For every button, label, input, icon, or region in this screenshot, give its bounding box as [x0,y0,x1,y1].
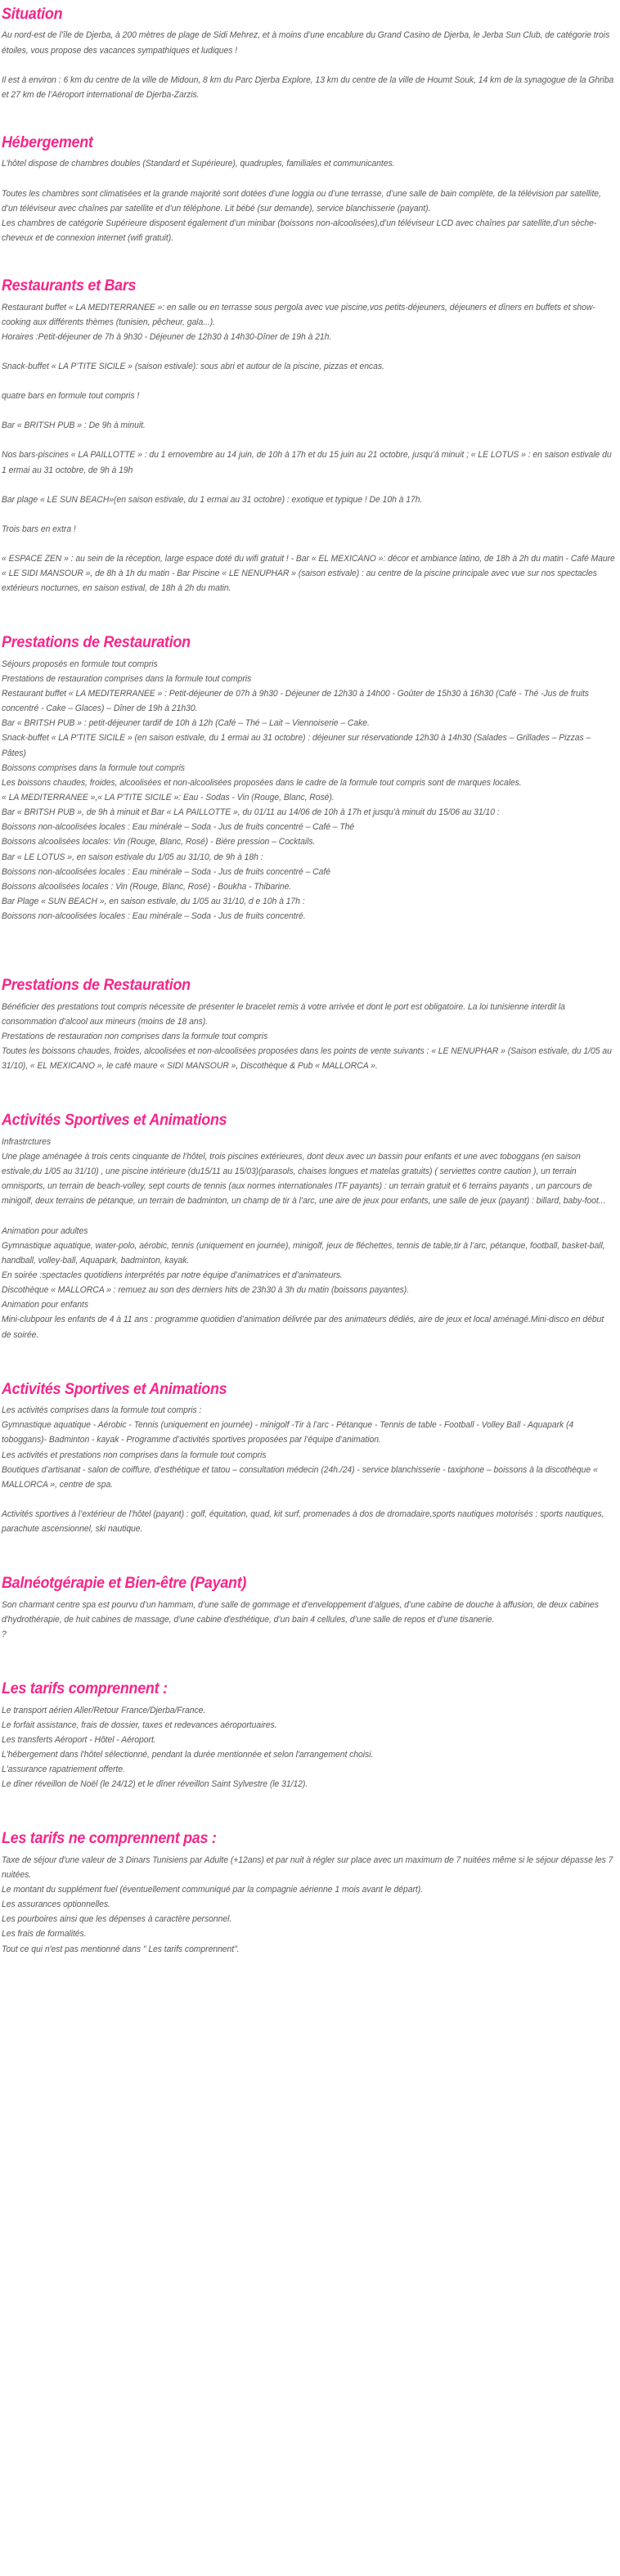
section-prestations-restauration-2 [2,976,615,1073]
paragraph: Boissons non-alcoolisées locales : Eau minérale – Soda - Jus de fruits concentré – Café – Thé [2,822,355,833]
paragraph: Trois bars en extra ! [2,524,76,534]
paragraph: Les transferts Aéroport - Hôtel - Aéroport. [2,1734,156,1745]
section-spacer [2,1805,615,1829]
section-title-balneotherapie: Balnéotgérapie et Bien-être (Payant) [2,1574,247,1593]
paragraph: Animation pour adultes [2,1225,88,1236]
paragraph: L'hébergement dans l'hôtel sélectionné, pendant la durée mentionnée et selon l'arrangement choisi. [2,1749,374,1760]
paragraph: Prestations de restauration comprises dans la formule tout compris [2,673,252,684]
section-title-activites-sportives-1: Activités Sportives et Animations [2,1111,227,1130]
paragraph: Le forfait assistance, frais de dossier, taxes et redevances aéroportuaires. [2,1720,277,1730]
paragraph: Le montant du supplément fuel (éventuellement communiqué par la compagnie aérienne 1 mois avant le départ). [2,1885,423,1895]
section-title-prestations-restauration-2: Prestations de Restauration [2,976,191,995]
paragraph: ? [2,1629,7,1639]
paragraph: Les frais de formalités. [2,1929,87,1940]
paragraph: « LA MEDITERRANEE »,« LA P'TITE SICILE »: Eau - Sodas - Vin (Rouge, Blanc, Rosé). [2,793,335,803]
paragraph: Boutiques d’artisanat - salon de coiffure, d’esthétique et tatou – consultation médecin (24h./24) - service blanchisserie - taxiphone – boissons à la discothèque « MALLORCA », centre de spa. [2,1464,598,1490]
section-spacer [2,1355,615,1380]
paragraph: Toutes les chambres sont climatisées et la grande majorité sont dotées d’une loggia ou d’une terrasse, d’une salle de bain complète, de la télévision par satellite, d’un téléviseur avec chaînes par satellite et d’un téléphone. Lit bébé (sur demande), service blanchisserie (payant). [2,188,601,214]
paragraph: « ESPACE ZEN » : au sein de la réception, large espace doté du wifi gratuit ! - Bar « EL MEXICANO »: décor et ambiance latino, de 18h à 2h du matin - Café Maure « LE SIDI MANSOUR », de 8h à 1h du matin - Bar Piscine « LE NENUPHAR » (saison estivale) : au centre de la piscine principale avec vue sur nos spectacles extérieurs nocturnes, en saison estival, de 18h à 2h du matin. [2,553,615,594]
paragraph: Mini-clubpour les enfants de 4 à 11 ans : programme quotidien d’animation délivrée par des animateurs dédiés, aire de jeux et local aménagé.Mini-disco en début de soirée. [2,1315,604,1340]
section-title-situation: Situation [2,5,63,23]
paragraph: Restaurant buffet « LA MEDITERRANEE » : Petit-déjeuner de 07h à 9h30 - Déjeuner de 12h30 à 14h00 - Goûter de 15h30 à 16h30 (Café - Thé -Jus de fruits concentré - Cake – Glaces) – Dîner de 19h à 21h30. [2,689,589,714]
section-spacer [2,1655,615,1679]
paragraph: Gymnastique aquatique - Aérobic - Tennis (uniquement en journée) - minigolf -Tir à l’arc - Pétanque - Tennis de table - Football - Volley Ball - Aquapark (4 toboggans)- Badminton - kayak - Programme d’activités sportives proposées par l’équipe d’animation. [2,1420,574,1445]
section-spacer [2,258,615,276]
section-activites-sportives-1 [2,1111,615,1342]
paragraph: Les pourboires ainsi que les dépenses à caractère personnel. [2,1914,232,1925]
section-spacer [2,1549,615,1574]
paragraph: Prestations de restauration non comprises dans la formule tout compris [2,1032,268,1042]
section-activites-sportives-2 [2,1380,615,1537]
paragraph: Bar « BRITSH PUB », de 9h à minuit et Bar « LA PAILLOTTE », du 01/11 au 14/06 de 10h à 17h et jusqu’à minuit du 15/06 au 31/10 : [2,807,500,818]
section-tarifs-ne-comprennent-pas [2,1829,615,1956]
section-spacer [2,609,615,633]
paragraph: Horaires :Petit-déjeuner de 7h à 9h30 - Déjeuner de 12h30 à 14h30-Dîner de 19h à 21h. [2,331,332,342]
paragraph: Les chambres de catégorie Supérieure disposent également d’un minibar (boissons non-alcoolisées),d’un téléviseur LCD avec chaînes par satellite,d’un sèche-cheveux et de connexion internet (wifi gratuit). [2,218,597,243]
paragraph: Snack-buffet « LA P'TITE SICILE » (en saison estivale, du 1 ermai au 31 octobre) : déjeuner sur réservationde 12h30 à 14h30 (Salades – Grillades – Pizzas – Pâtes) [2,733,591,758]
paragraph: Bar « LE LOTUS », en saison estivale du 1/05 au 31/10, de 9h à 18h : [2,852,263,862]
paragraph: Boissons alcoolisées locales: Vin (Rouge, Blanc, Rosé) - Bière pression – Cocktails. [2,837,316,847]
paragraph: Les boissons chaudes, froides, alcoolisées et non-alcoolisées proposées dans le cadre de la formule tout compris sont de marques locales. [2,777,522,788]
paragraph: Animation pour enfants [2,1300,88,1310]
section-spacer [2,937,615,958]
section-hebergement [2,133,615,245]
section-title-tarifs-comprennent: Les tarifs comprennent : [2,1679,168,1698]
paragraph: Son charmant centre spa est pourvu d’un hammam, d’une salle de gommage et d’enveloppement d’algues, d’une cabine de douche à affusion, de deux cabines d'hydrothérapie, de huit cabines de massage, d’une cabine d'esthétique, d’un bain 4 cellules, d’une salle de repos et d’une tisanerie. [2,1599,599,1625]
section-title-activites-sportives-2: Activités Sportives et Animations [2,1379,227,1398]
section-restaurants-bars [2,276,615,596]
paragraph: Boissons non-alcoolisées locales : Eau minérale – Soda - Jus de fruits concentré. [2,911,306,922]
paragraph: Bar « BRITSH PUB » : petit-déjeuner tardif de 10h à 12h (Café – Thé – Lait – Viennoiserie – Cake. [2,718,370,729]
paragraph: Séjours proposés en formule tout compris [2,659,158,669]
paragraph: Gymnastique aquatique, water-polo, aérobic, tennis (uniquement en journée), minigolf, jeux de fléchettes, tennis de table,tir à l’arc, pétanque, football, basket-ball, handball, volley-ball, Aquapark, badminton, kayak. [2,1240,605,1266]
paragraph: Bar « BRITSH PUB » : De 9h à minuit. [2,420,146,431]
paragraph: L’hôtel dispose de chambres doubles (Standard et Supérieure), quadruples, familiales et communicantes. [2,159,395,169]
paragraph: Toutes les boissons chaudes, froides, alcoolisées et non-alcoolisées proposées dans les points de vente suivants : « LE NENUPHAR » (Saison estivale, du 1/05 au 31/10), « EL MEXICANO », le café maure « SIDI MANSOUR », Discothèque & Pub « MALLORCA ». [2,1046,612,1072]
section-situation [2,5,615,102]
paragraph: Boissons alcoolisées locales : Vin (Rouge, Blanc, Rosé) - Boukha - Thibarine. [2,881,292,892]
paragraph: Snack-buffet « LA P’TITE SICILE » (saison estivale): sous abri et autour de la piscine, pizzas et encas. [2,361,384,371]
section-spacer [2,1086,615,1111]
paragraph: Restaurant buffet « LA MEDITERRANEE »: en salle ou en terrasse sous pergola avec vue piscine,vos petits-déjeuners, déjeuners et dîners en buffets et show-cooking aux différents thèmes (tunisien, pêcheur, gala...). [2,302,595,327]
section-title-tarifs-ne-comprennent-pas: Les tarifs ne comprennent pas : [2,1829,217,1848]
paragraph: Discothèque « MALLORCA » : remuez au son des derniers hits de 23h30 à 3h du matin (boissons payantes). [2,1285,410,1296]
paragraph: Tout ce qui n'est pas mentionné dans " Les tarifs comprennent". [2,1944,240,1954]
section-prestations-restauration-1 [2,633,615,924]
paragraph: Au nord-est de l’île de Djerba, à 200 mètres de plage de Sidi Mehrez, et à moins d’une encablure du Grand Casino de Djerba, le Jerba Sun Club, de catégorie trois étoiles, vous propose des vacances sympathiques et ludiques ! [2,30,610,56]
paragraph: Les assurances optionnelles. [2,1899,110,1910]
paragraph: Il est à environ : 6 km du centre de la ville de Midoun, 8 km du Parc Djerba Explore, 13 km du centre de la ville de Houmt Souk, 14 km de la synagogue de la Ghriba et 27 km de l’Aéroport international de Djerba-Zarzis. [2,74,614,100]
section-spacer [2,958,615,976]
section-spacer [2,115,615,133]
paragraph: Boissons comprises dans la formule tout compris [2,762,185,773]
section-balneotherapie [2,1574,615,1642]
section-title-hebergement: Hébergement [2,133,93,151]
paragraph: Taxe de séjour d'une valeur de 3 Dinars Tunisiens par Adulte (+12ans) et par nuit à régler sur place avec un maximum de 7 nuitées même si le séjour dépasse les 7 nuitées. [2,1854,613,1880]
paragraph: Les activités et prestations non comprises dans la formule tout compris [2,1450,267,1460]
section-title-prestations-restauration-1: Prestations de Restauration [2,633,191,652]
paragraph: Une plage aménagée à trois cents cinquante de l’hôtel, trois piscines extérieures, dont deux avec un bassin pour enfants et une avec toboggans (en saison estivale,du 1/05 au 31/10) , une piscine intérieure (du15/11 au 15/03)(parasols, chaises longues et matelas gratuits) ( serviettes contre caution ), un terrain omnisports, un terrain de beach-volley, sept courts de tennis (aux normes internationales ITF payants) : un terrain gratuit et 6 terrains payants , un parcours de minigolf, deux terrains de pétanque, un terrain de badminton, un champ de tir à l’arc, une aire de jeux pour enfants, une salle de jeux (payant) : billard, baby-foot... [2,1152,606,1207]
paragraph: Bar Plage « SUN BEACH », en saison estivale, du 1/05 au 31/10, d e 10h à 17h : [2,897,305,907]
paragraph: Boissons non-alcoolisées locales : Eau minérale – Soda - Jus de fruits concentré – Café [2,866,330,877]
section-tarifs-comprennent [2,1679,615,1792]
paragraph: L'assurance rapatriement offerte. [2,1765,125,1775]
paragraph: Bénéficier des prestations tout compris nécessite de présenter le bracelet remis à votre arrivée et dont le port est obligatoire. La loi tunisienne interdit la consommation d’alcool aux mineurs (moins de 18 ans). [2,1001,565,1027]
paragraph: En soirée :spectacles quotidiens interprétés par notre équipe d’animatrices et d’animateurs. [2,1270,343,1280]
paragraph: Bar plage « LE SUN BEACH»(en saison estivale, du 1 ermai au 31 octobre) : exotique et typique ! De 10h à 17h. [2,494,423,505]
paragraph: Le transport aérien Aller/Retour France/Djerba/France. [2,1705,206,1715]
paragraph: Infrastrctures [2,1136,52,1147]
paragraph: Nos bars-piscines « LA PAILLOTTE » : du 1 ernovembre au 14 juin, de 10h à 17h et du 15 juin au 21 octobre, jusqu’à minuit ; « LE LOTUS » : en saison estivale du 1 ermai au 31 octobre, de 9h à 19h [2,450,612,475]
paragraph: Activités sportives à l’extérieur de l’hôtel (payant) : golf, équitation, quad, kit surf, promenades à dos de dromadaire,sports nautiques motorisés : sports nautiques, parachute ascensionnel, ski nautique. [2,1508,604,1535]
paragraph: Les activités comprises dans la formule tout compris : [2,1405,202,1416]
section-title-restaurants-bars: Restaurants et Bars [2,276,137,295]
paragraph: quatre bars en formule tout compris ! [2,391,140,402]
paragraph: Le dîner réveillon de Noël (le 24/12) et le dîner réveillon Saint Sylvestre (le 31/12). [2,1779,308,1790]
